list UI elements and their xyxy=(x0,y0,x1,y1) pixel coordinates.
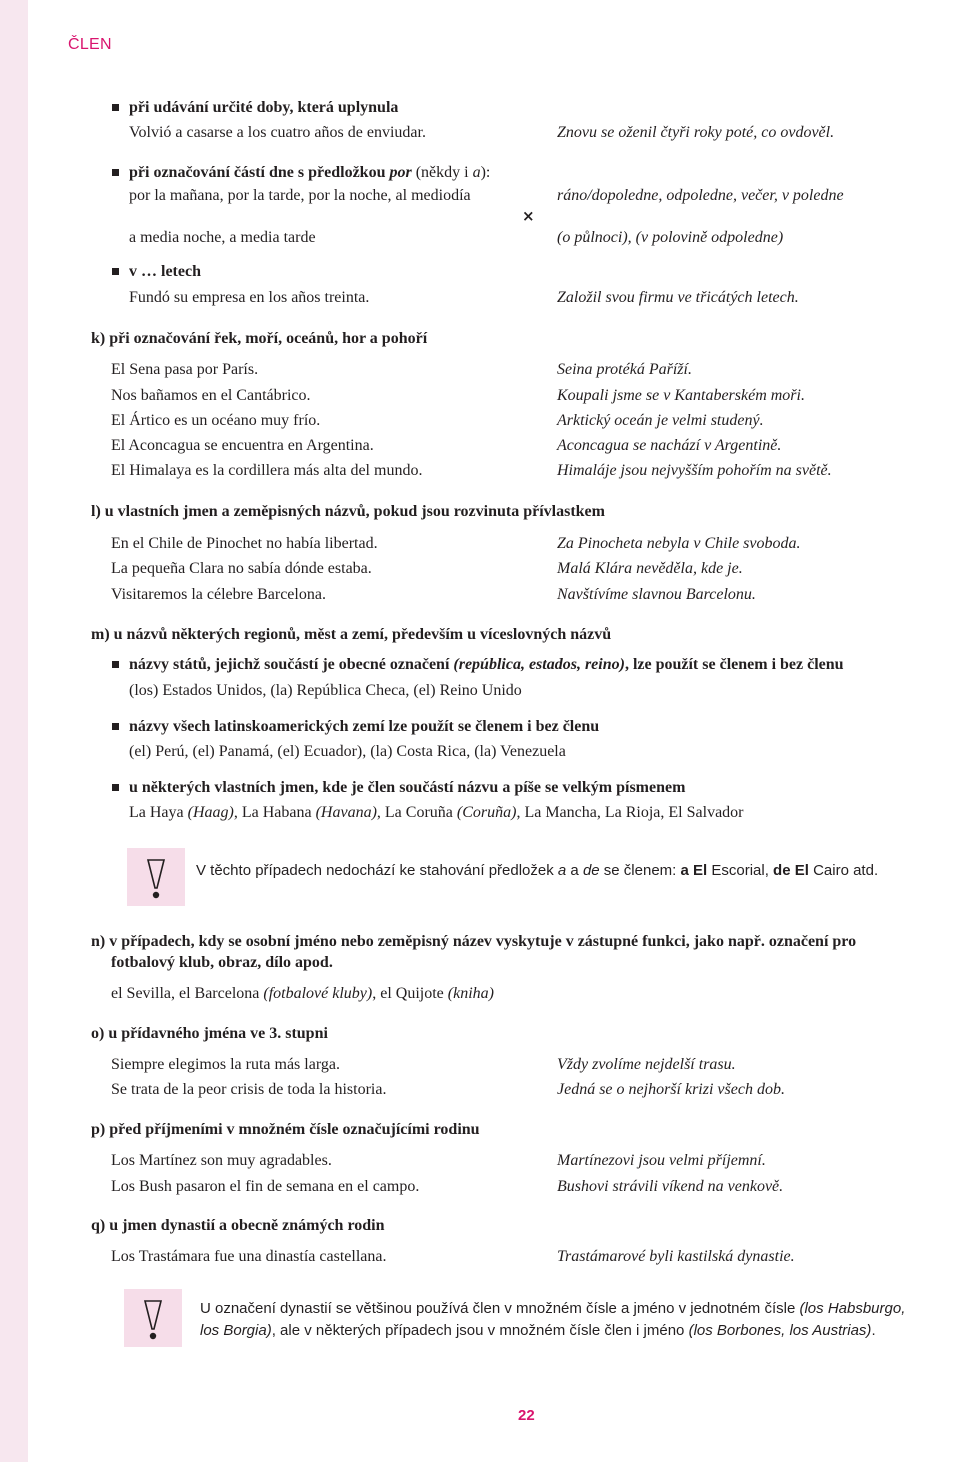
example-es: El Ártico es un océano muy frío. xyxy=(111,412,321,429)
section-heading-p: p) před příjmeními v množném čísle označujícími rodinu xyxy=(91,1121,480,1138)
example-es: Siempre elegimos la ruta más larga. xyxy=(111,1056,340,1073)
bullet-icon xyxy=(112,723,119,730)
bullet-icon xyxy=(112,104,119,111)
bullet-heading: u některých vlastních jmen, kde je člen součástí názvu a píše se velkým písmenem xyxy=(129,779,686,796)
section-heading-o: o) u přídavného jména ve 3. stupni xyxy=(91,1025,328,1042)
example-cz: Himaláje jsou nejvyšším pohořím na světě. xyxy=(557,462,832,479)
example-cz: Koupali jsme se v Kantaberském moři. xyxy=(557,387,805,404)
example-cz: Navštívíme slavnou Barcelonu. xyxy=(557,586,756,603)
bullet-icon xyxy=(112,661,119,668)
notice-text-cont: los Borgia), ale v některých případech jsou v množném čísle člen i jméno (los Borbones, los Austrias). xyxy=(200,1322,876,1339)
section-heading-m: m) u názvů některých regionů, měst a zemí, především u víceslovných názvů xyxy=(91,626,612,643)
example-es: a media noche, a media tarde xyxy=(129,229,316,246)
example-cz: Za Pinocheta nebyla v Chile svoboda. xyxy=(557,535,801,552)
example-es: Nos bañamos en el Cantábrico. xyxy=(111,387,311,404)
exclamation-icon xyxy=(124,1289,182,1347)
bullet-icon xyxy=(112,268,119,275)
section-heading-n: n) v případech, kdy se osobní jméno nebo zeměpisný název vyskytuje v zástupné funkci, jako např. označení pro xyxy=(91,933,857,950)
bullet-icon xyxy=(112,784,119,791)
page-number: 22 xyxy=(518,1407,535,1424)
bullet-heading: při označování částí dne s předložkou por (někdy i a): xyxy=(129,164,491,181)
exclamation-icon xyxy=(127,848,185,906)
warning-box xyxy=(127,848,185,906)
section-heading-n-cont: fotbalový klub, obraz, dílo apod. xyxy=(111,954,333,971)
example-es: Fundó su empresa en los años treinta. xyxy=(129,289,370,306)
cross-mark-icon: × xyxy=(522,207,535,225)
example-es: Los Martínez son muy agradables. xyxy=(111,1152,332,1169)
example-es: El Sena pasa por París. xyxy=(111,361,259,378)
notice-text: U označení dynastií se většinou používá člen v množném čísle a jméno v jednotném čísle (los Habsburgo, xyxy=(200,1300,906,1317)
example-es: La Haya (Haag), La Habana (Havana), La Coruña (Coruña), La Mancha, La Rioja, El Salvador xyxy=(129,804,744,821)
bullet-heading: při udávání určité doby, která uplynula xyxy=(129,99,399,116)
example-es: En el Chile de Pinochet no había libertad. xyxy=(111,535,378,552)
running-header: ČLEN xyxy=(68,36,112,53)
bullet-icon xyxy=(112,169,119,176)
example-es: Se trata de la peor crisis de toda la historia. xyxy=(111,1081,387,1098)
warning-box xyxy=(124,1289,182,1347)
example-cz: Jedná se o nejhorší krizi všech dob. xyxy=(557,1081,785,1098)
example-cz: Seina protéká Paříží. xyxy=(557,361,692,378)
example-es: por la mañana, por la tarde, por la noche, al mediodía xyxy=(129,187,471,204)
example-cz: Malá Klára nevěděla, kde je. xyxy=(557,560,743,577)
page-side-strip xyxy=(0,0,28,1462)
example-es: Volvió a casarse a los cuatro años de enviudar. xyxy=(129,124,426,141)
example-es: La pequeña Clara no sabía dónde estaba. xyxy=(111,560,372,577)
example-cz: (o půlnoci), (v polovině odpoledne) xyxy=(557,229,784,246)
section-heading-l: l) u vlastních jmen a zeměpisných názvů, pokud jsou rozvinuta přívlastkem xyxy=(91,503,605,520)
bullet-heading: názvy všech latinskoamerických zemí lze použít se členem i bez členu xyxy=(129,718,600,735)
example-cz: Arktický oceán je velmi studený. xyxy=(557,412,764,429)
example-cz: Vždy zvolíme nejdelší trasu. xyxy=(557,1056,736,1073)
example-es: (los) Estados Unidos, (la) República Checa, (el) Reino Unido xyxy=(129,682,522,699)
example-es: Los Trastámara fue una dinastía castellana. xyxy=(111,1248,387,1265)
example-es: (el) Perú, (el) Panamá, (el) Ecuador), (la) Costa Rica, (la) Venezuela xyxy=(129,743,566,760)
example-es: Visitaremos la célebre Barcelona. xyxy=(111,586,326,603)
example-es: El Himalaya es la cordillera más alta del mundo. xyxy=(111,462,423,479)
example-cz: Aconcagua se nachází v Argentině. xyxy=(557,437,782,454)
bullet-heading: v … letech xyxy=(129,263,201,280)
example-cz: Znovu se oženil čtyři roky poté, co ovdověl. xyxy=(557,124,835,141)
example-cz: Trastámarové byli kastilská dynastie. xyxy=(557,1248,795,1265)
example-cz: Martínezovi jsou velmi příjemní. xyxy=(557,1152,766,1169)
example-es: El Aconcagua se encuentra en Argentina. xyxy=(111,437,374,454)
notice-text: V těchto případech nedochází ke stahování předložek a a de se členem: a El Escorial, de El Cairo atd. xyxy=(196,862,879,879)
example-es: Los Bush pasaron el fin de semana en el campo. xyxy=(111,1178,420,1195)
example-cz: Bushovi strávili víkend na venkově. xyxy=(557,1178,784,1195)
bullet-heading: názvy států, jejichž součástí je obecné označení (república, estados, reino), lze použít se členem i bez členu xyxy=(129,656,844,673)
example-cz: ráno/dopoledne, odpoledne, večer, v poledne xyxy=(557,187,844,204)
example-es: el Sevilla, el Barcelona (fotbalové kluby), el Quijote (kniha) xyxy=(111,985,494,1002)
example-cz: Založil svou firmu ve třicátých letech. xyxy=(557,289,799,306)
section-heading-q: q) u jmen dynastií a obecně známých rodin xyxy=(91,1217,385,1234)
section-heading-k: k) při označování řek, moří, oceánů, hor a pohoří xyxy=(91,330,428,347)
